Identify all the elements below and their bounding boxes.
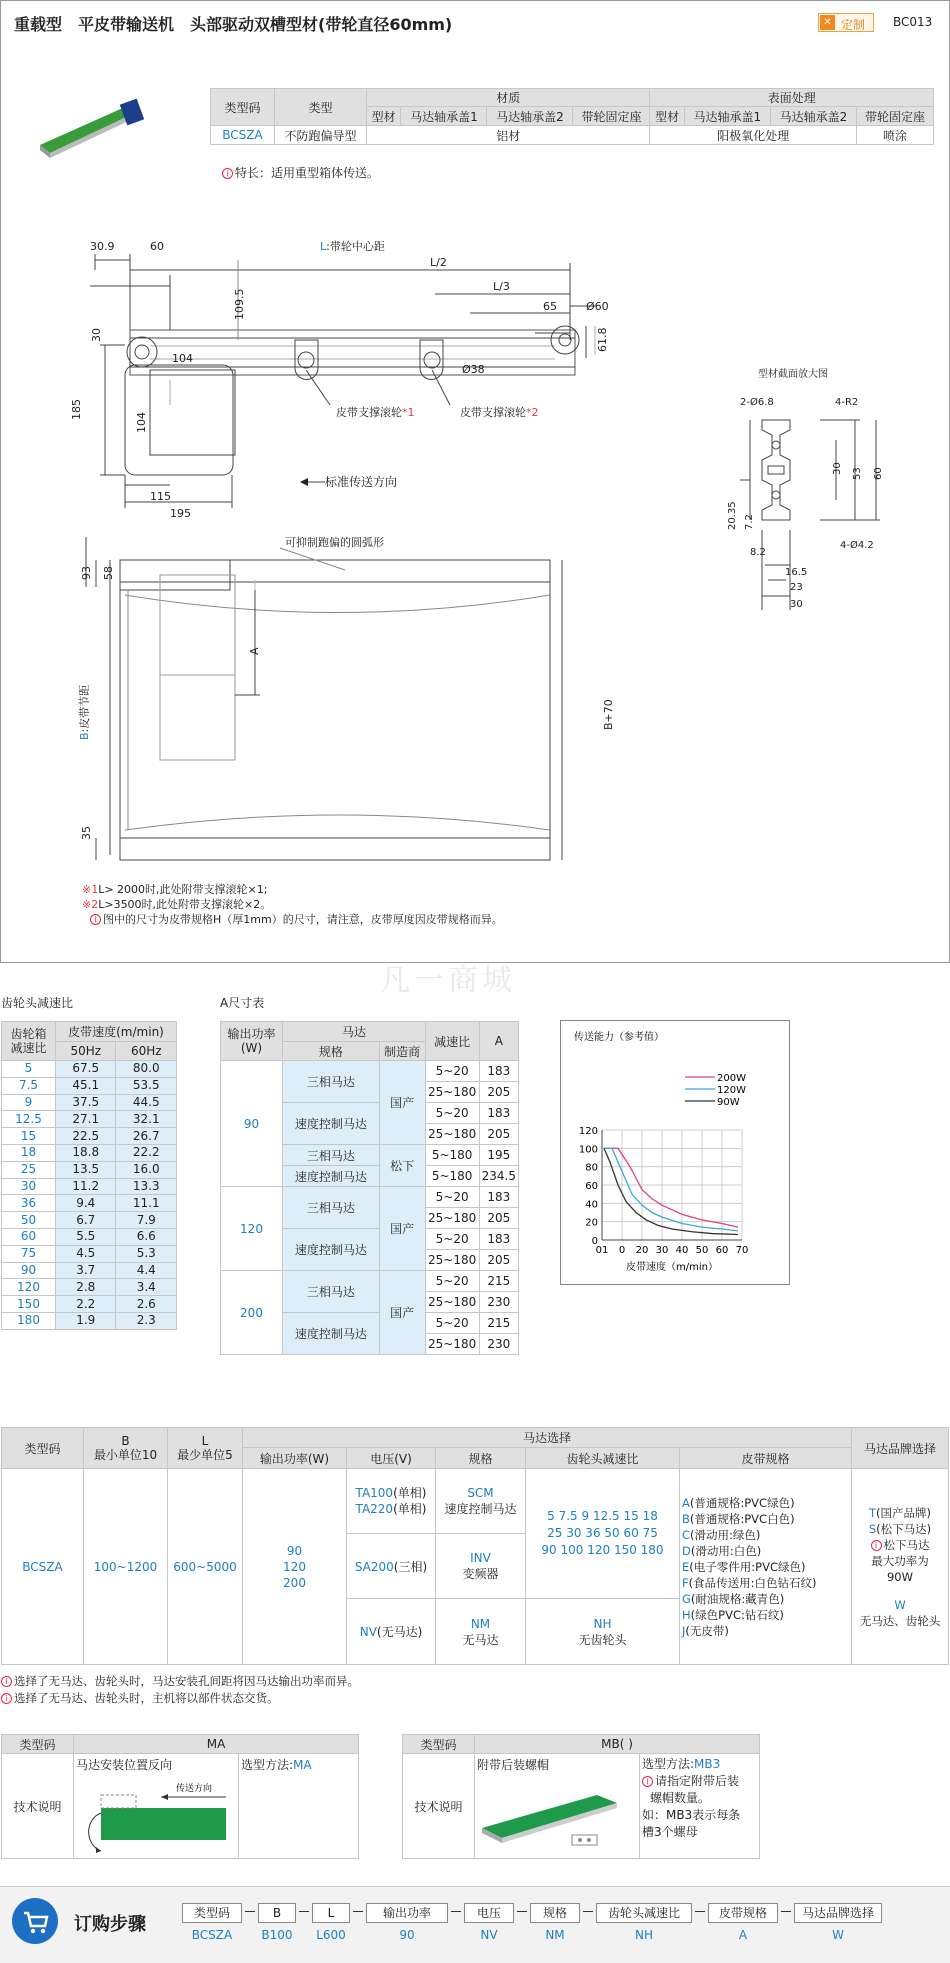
order-field: 电压 — [464, 1903, 514, 1923]
speed-cell: 32.1 — [116, 1111, 177, 1128]
speed-cell: 4.4 — [116, 1262, 177, 1279]
svg-text:20.35: 20.35 — [727, 501, 738, 530]
y-tick-label: 100 — [578, 1144, 598, 1156]
speed-cell: 3.4 — [116, 1279, 177, 1296]
spec-subheader: 马达轴承盖1 — [684, 107, 770, 126]
gear-row — [2, 1279, 177, 1296]
order-title: 订购步骤 — [74, 1914, 146, 1935]
gear-ratio-cell: 30 — [2, 1178, 56, 1195]
speed-cell: 13.5 — [56, 1161, 116, 1178]
svg-text:53: 53 — [852, 467, 863, 480]
technical-drawing — [0, 230, 950, 950]
svg-text:标准传送方向: 标准传送方向 — [325, 475, 398, 489]
speed-cell: 13.3 — [116, 1178, 177, 1195]
speed-cell: 11.1 — [116, 1195, 177, 1212]
order-separator — [695, 1911, 705, 1912]
speed-cell: 5.3 — [116, 1245, 177, 1262]
svg-text:23: 23 — [790, 582, 803, 593]
speed-cell: 2.3 — [116, 1312, 177, 1329]
spec-subheader: 马达轴承盖1 — [401, 107, 487, 126]
custom-badge[interactable]: ✕ 定制 — [818, 13, 874, 32]
svg-text:16.5: 16.5 — [785, 567, 808, 578]
x-axis-label: 皮带速度（m/min） — [626, 1262, 718, 1273]
svg-text:104: 104 — [135, 412, 148, 433]
gear-table: 齿轮箱 减速比 皮带速度(m/min) 50Hz 60Hz 5 67.5 80.0 7.5 45.1 53.5 9 37.5 44.5 12.5 27.1 32.1 15 22.5 26.7 18 18.8 22.2 25 13.5 16.0 30 11.2 13.3 36 9.4 11.1 50 6.7 7.9 60 5.5 6.6 75 4.5 5.3 90 3.7 4.4 120 2.8 3.4 150 2.2 2.6 180 1.9 2.3 — [1, 1021, 177, 1330]
spec-subheader: 带轮固定座 — [573, 107, 650, 126]
order-value: NM — [545, 1928, 565, 1942]
belt-option: B(普通规格:PVC白色) — [682, 1511, 795, 1526]
speed-cell: 6.7 — [56, 1212, 116, 1229]
x-tick-label: 30 — [655, 1245, 669, 1256]
order-value: B100 — [261, 1928, 293, 1942]
order-value: 90 — [399, 1928, 415, 1942]
order-value: NV — [480, 1928, 498, 1942]
x-tick-label: 50 — [695, 1245, 709, 1256]
svg-text:型材截面放大图: 型材截面放大图 — [758, 369, 828, 380]
order-field: B — [258, 1903, 296, 1923]
gear-ratio-cell: 12.5 — [2, 1111, 56, 1128]
svg-text:8.2: 8.2 — [750, 547, 766, 558]
chart-title: 传送能力（参考值） — [574, 1032, 664, 1043]
capacity-chart — [560, 1020, 790, 1285]
order-separator — [299, 1911, 309, 1912]
order-separator — [353, 1911, 363, 1912]
belt-option: F(食品传送用:白色钻石纹) — [682, 1575, 817, 1590]
gear-row — [2, 1111, 177, 1128]
gear-ratio-cell: 120 — [2, 1279, 56, 1296]
speed-cell: 6.6 — [116, 1228, 177, 1245]
gear-row — [2, 1077, 177, 1094]
order-value: BCSZA — [191, 1928, 233, 1942]
order-separator — [781, 1911, 791, 1912]
watermark: 凡一商城 — [380, 963, 516, 998]
gear-ratio-cell: 75 — [2, 1245, 56, 1262]
y-tick-label: 0 — [591, 1236, 598, 1247]
gear-ratio-cell: 25 — [2, 1161, 56, 1178]
drawing-notes: ※1L> 2000时,此处附带支撑滚轮×1; ※2L>3500时,此处附带支撑滚轮×2。 i 图中的尺寸为皮带规格H（厚1mm）的尺寸，请注意，皮带厚度因皮带规格而异。 — [82, 883, 503, 926]
selection-notes: i 选择了无马达、齿轮头时，马达安装孔间距将因马达输出功率而异。 i 选择了无马达、齿轮头时，主机将以部件状态交货。 — [1, 1673, 359, 1707]
gear-ratio-cell: 50 — [2, 1212, 56, 1229]
series-line-200W — [604, 1148, 738, 1227]
svg-text:4-R2: 4-R2 — [835, 397, 859, 408]
speed-cell: 2.2 — [56, 1296, 116, 1313]
svg-text:传送方向: 传送方向 — [176, 1784, 213, 1794]
svg-text:58: 58 — [102, 566, 115, 580]
product-code: BC013 — [893, 15, 933, 29]
speed-cell: 22.2 — [116, 1144, 177, 1161]
speed-cell: 7.9 — [116, 1212, 177, 1229]
product-image — [35, 95, 165, 165]
legend-label: 90W — [717, 1097, 740, 1108]
belt-option: H(绿色PVC:钻石纹) — [682, 1607, 784, 1622]
order-field: 齿轮头减速比 — [596, 1903, 692, 1923]
speed-cell: 53.5 — [116, 1077, 177, 1094]
speed-cell: 1.9 — [56, 1312, 116, 1329]
speed-cell: 18.8 — [56, 1144, 116, 1161]
legend-label: 200W — [717, 1073, 746, 1084]
gear-row — [2, 1195, 177, 1212]
gear-row — [2, 1245, 177, 1262]
svg-text:65: 65 — [543, 300, 557, 313]
speed-cell: 27.1 — [56, 1111, 116, 1128]
speed-cell: 2.8 — [56, 1279, 116, 1296]
gear-row — [2, 1178, 177, 1195]
feature-note: i 特长：适用重型箱体传送。 — [222, 164, 379, 181]
belt-option: C(滑动用:绿色) — [682, 1527, 761, 1542]
order-value: NH — [635, 1928, 653, 1942]
speed-cell: 80.0 — [116, 1061, 177, 1078]
b-label: B:皮带节距 — [78, 684, 91, 740]
x-tick-label: 0 — [618, 1245, 626, 1256]
belt-option: J(无皮带) — [682, 1623, 729, 1638]
gear-ratio-cell: 5 — [2, 1061, 56, 1078]
x-tick-label: 01 — [595, 1245, 609, 1256]
order-field: 类型码 — [182, 1903, 242, 1923]
y-tick-label: 80 — [585, 1162, 598, 1174]
x-tick-label: 70 — [735, 1245, 749, 1256]
order-value: W — [832, 1928, 844, 1942]
svg-text:109.5: 109.5 — [233, 288, 246, 320]
belt-option: E(电子零件用:PVC绿色) — [682, 1559, 806, 1574]
svg-text:30: 30 — [790, 599, 803, 610]
svg-text:Ø60: Ø60 — [586, 300, 609, 313]
selection-table: 类型码 B 最小单位10 L 最少单位5 马达选择 马达品牌选择 输出功率(W) 电压(V) 规格 齿轮头减速比 皮带规格 BCSZA 100~1200 600~5000 90 120 200 TA100(单相) TA220(单相) SCM 速度控制马达 5 7.5 9 12.5 15 18 25 30 36 50 60 75 90 100 120 150 180 A(普通规格:PVC绿色) B(普通规格:PVC白色) C(滑动用:绿色) D(滑动用:白色) E(电子零件用:PVC绿色) F(食品传送用:白色钻石纹) G(耐油规格:藏青色) H(绿色PVC:钻石纹) J(无皮带) T(国产品牌) S(松下马达) i 松下马达 最大功率为 90W W 无马达、齿轮头 SA200(三相) INV 变频器 NV(无马达) NM 无马达 NH 无齿轮头 — [1, 1427, 949, 1665]
speed-cell: 44.5 — [116, 1094, 177, 1111]
svg-text:60: 60 — [873, 467, 884, 480]
roller-label-1: 皮带支撑滚轮*1 — [336, 406, 415, 419]
order-field: L — [312, 1903, 350, 1923]
x-tick-label: 20 — [635, 1245, 649, 1256]
order-value: L600 — [316, 1928, 346, 1942]
l-label: L:带轮中心距 — [320, 240, 385, 253]
gear-row — [2, 1312, 177, 1329]
legend-label: 120W — [717, 1085, 746, 1096]
speed-cell: 45.1 — [56, 1077, 116, 1094]
roller-label-2: 皮带支撑滚轮*2 — [460, 406, 539, 419]
speed-cell: 2.6 — [116, 1296, 177, 1313]
svg-text:4-Ø4.2: 4-Ø4.2 — [840, 540, 874, 551]
speed-cell: 37.5 — [56, 1094, 116, 1111]
gear-ratio-cell: 90 — [2, 1262, 56, 1279]
a-table-title: A尺寸表 — [220, 996, 265, 1010]
mb-diagram — [477, 1773, 637, 1853]
ma-diagram — [76, 1773, 236, 1853]
y-tick-label: 120 — [578, 1126, 598, 1137]
gear-ratio-cell: 9 — [2, 1094, 56, 1111]
option-mb: 类型码 MB( ) 技术说明 附带后装螺帽 选型方法:MB3 i 请指定附带后装 螺帽数量。 如：MB3表示每条 槽3个螺母 — [402, 1734, 760, 1859]
gear-row — [2, 1094, 177, 1111]
svg-text:35: 35 — [80, 826, 93, 840]
svg-text:B+70: B+70 — [602, 699, 615, 730]
speed-cell: 22.5 — [56, 1128, 116, 1145]
gear-ratio-cell: 36 — [2, 1195, 56, 1212]
speed-cell: 5.5 — [56, 1228, 116, 1245]
spec-subheader: 带轮固定座 — [856, 107, 933, 126]
spec-subheader: 马达轴承盖2 — [770, 107, 856, 126]
order-field: 马达品牌选择 — [794, 1903, 882, 1923]
belt-option: G(耐油规格:藏青色) — [682, 1591, 785, 1606]
gear-row — [2, 1144, 177, 1161]
svg-text:104: 104 — [172, 352, 193, 365]
belt-option: A(普通规格:PVC绿色) — [682, 1495, 795, 1510]
gear-row — [2, 1161, 177, 1178]
y-tick-label: 40 — [585, 1199, 598, 1211]
order-separator — [451, 1911, 461, 1912]
spec-subheader: 型材 — [367, 107, 401, 126]
spec-subheader: 马达轴承盖2 — [487, 107, 573, 126]
spec-table: 类型码 类型 材质 表面处理 型材 马达轴承盖1 马达轴承盖2 带轮固定座 型材 马达轴承盖1 马达轴承盖2 带轮固定座 BCSZA 不防跑偏导型 铝材 阳极氧化处理 喷涂 — [210, 88, 934, 145]
svg-text:L/2: L/2 — [430, 256, 447, 269]
gear-row — [2, 1212, 177, 1229]
order-separator — [517, 1911, 527, 1912]
svg-text:可抑制跑偏的圆弧形: 可抑制跑偏的圆弧形 — [285, 536, 384, 549]
option-ma: 类型码 MA 技术说明 马达安装位置反向 传送方向 选型方法:MA — [1, 1734, 359, 1859]
svg-text:115: 115 — [150, 490, 171, 503]
speed-cell: 11.2 — [56, 1178, 116, 1195]
speed-cell: 9.4 — [56, 1195, 116, 1212]
series-line-120W — [604, 1148, 738, 1231]
svg-text:7.2: 7.2 — [744, 514, 755, 530]
x-tick-label: 60 — [715, 1245, 729, 1256]
gear-ratio-cell: 150 — [2, 1296, 56, 1313]
gear-row — [2, 1061, 177, 1078]
speed-cell: 67.5 — [56, 1061, 116, 1078]
order-steps — [182, 1903, 942, 1947]
order-separator — [583, 1911, 593, 1912]
svg-text:60: 60 — [150, 240, 164, 253]
a-table: 输出功率 (W) 马达 减速比 A 规格 制造商 90 三相马达 国产 5~20 183 25~180 205 速度控制马达 5~20 183 25~180 205 三相马达 松下 5~180 195 速度控制马达 5~180 234.5 120 三相马达 国产 5~20 183 25~180 205 速度控制马达 5~20 183 25~180 205 200 三相马达 国产 5~20 215 25~180 230 速度控制马达 5~20 215 25~180 230 — [220, 1021, 519, 1355]
svg-text:30: 30 — [832, 462, 843, 475]
svg-text:93: 93 — [80, 566, 93, 580]
order-value: A — [738, 1928, 748, 1942]
cart-icon — [12, 1898, 58, 1944]
svg-text:195: 195 — [170, 507, 191, 520]
order-field: 皮带规格 — [708, 1903, 778, 1923]
gear-ratio-cell: 60 — [2, 1228, 56, 1245]
speed-cell: 3.7 — [56, 1262, 116, 1279]
svg-text:30: 30 — [90, 328, 103, 342]
svg-text:30.9: 30.9 — [90, 240, 115, 253]
gear-ratio-cell: 15 — [2, 1128, 56, 1145]
speed-cell: 4.5 — [56, 1245, 116, 1262]
gear-row — [2, 1296, 177, 1313]
gear-ratio-cell: 180 — [2, 1312, 56, 1329]
speed-cell: 16.0 — [116, 1161, 177, 1178]
svg-text:185: 185 — [70, 399, 83, 420]
custom-icon: ✕ — [820, 15, 835, 30]
gear-table-title: 齿轮头减速比 — [1, 996, 74, 1010]
spec-subheader: 型材 — [650, 107, 684, 126]
x-tick-label: 40 — [675, 1245, 689, 1256]
svg-text:2-Ø6.8: 2-Ø6.8 — [740, 397, 774, 408]
order-separator — [245, 1911, 255, 1912]
gear-row — [2, 1128, 177, 1145]
belt-option: D(滑动用:白色) — [682, 1543, 762, 1558]
gear-ratio-cell: 18 — [2, 1144, 56, 1161]
svg-text:61.8: 61.8 — [596, 327, 609, 352]
gear-row — [2, 1262, 177, 1279]
y-tick-label: 60 — [585, 1181, 598, 1192]
speed-cell: 26.7 — [116, 1128, 177, 1145]
y-tick-label: 20 — [585, 1217, 598, 1229]
page-title: 重载型 平皮带输送机 头部驱动双槽型材(带轮直径60mm) — [14, 15, 453, 34]
order-field: 规格 — [530, 1903, 580, 1923]
order-field: 输出功率 — [366, 1903, 448, 1923]
svg-text:Ø38: Ø38 — [462, 363, 485, 376]
gear-row — [2, 1228, 177, 1245]
svg-text:L/3: L/3 — [493, 280, 510, 293]
gear-ratio-cell: 7.5 — [2, 1077, 56, 1094]
svg-text:A: A — [248, 647, 261, 655]
